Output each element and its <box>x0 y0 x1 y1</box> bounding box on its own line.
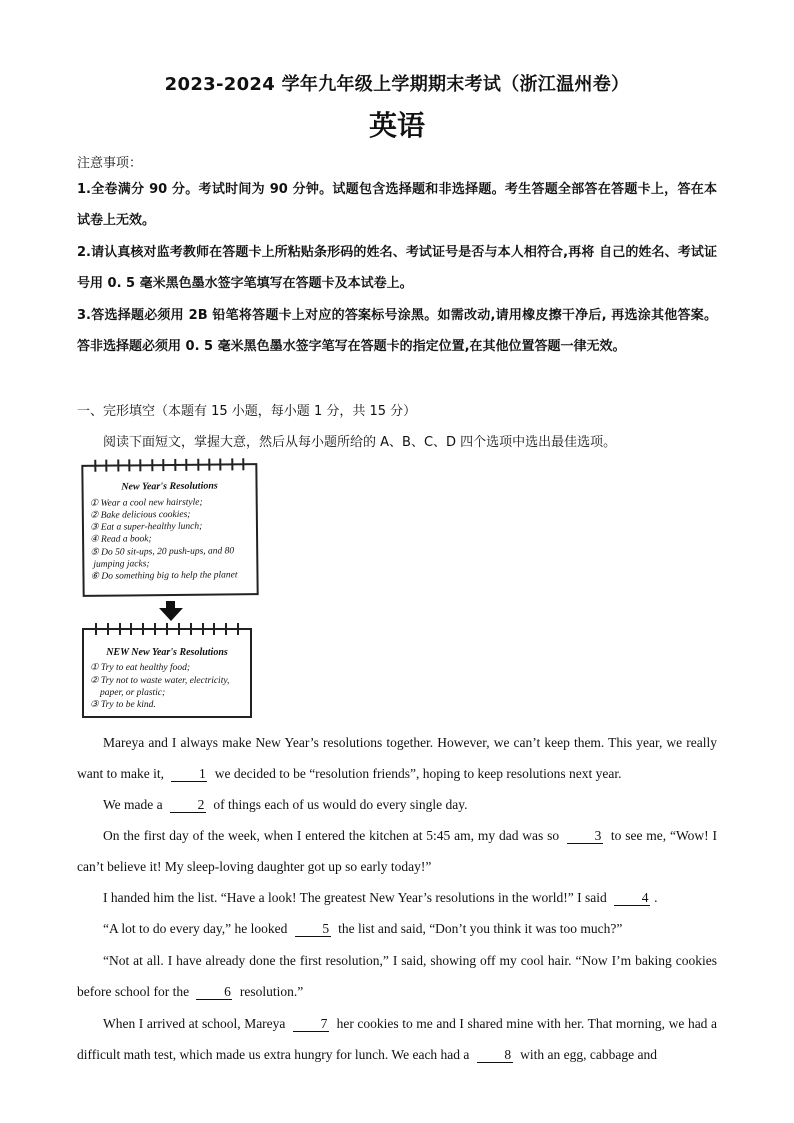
resolutions-card <box>81 463 258 597</box>
passage-paragraph <box>77 945 717 1007</box>
answer-blank: 7 <box>293 1016 329 1032</box>
passage-text: of things each of us would do every single day. <box>210 797 468 812</box>
card-item: ⑤ Do 50 sit-ups, 20 push-ups, and 80 <box>90 546 235 558</box>
note-item: 3.答选择题必须用 2B 铅笔将答题卡上对应的答案标号涂黑。如需改动,请用橡皮擦干净后, 再选涂其他答案。答非选择题必须用 0. 5 毫米黑色墨水签字笔写在答题卡的指定位置,在其他位置答题一律无效。 <box>77 308 717 354</box>
passage-paragraph <box>77 789 717 820</box>
passage-text: . <box>654 890 658 905</box>
card-item: ② Try not to waste water, electricity, <box>90 676 230 686</box>
card-item: ④ Read a book; <box>90 534 152 545</box>
answer-blank: 1 <box>171 766 207 782</box>
passage-paragraph <box>77 727 717 789</box>
note-item: 2.请认真核对监考教师在答题卡上所粘贴条形码的姓名、考试证号是否与本人相符合,再将 自己的姓名、考试证号用 0. 5 毫米黑色墨水签字笔填写在答题卡及本试卷上。 <box>77 245 717 291</box>
passage-text: “Not at all. I have already done the first resolution,” I said, showing off my cool hair. “Now I’m baking cookies before school for the <box>77 953 717 999</box>
passage-text: When I arrived at school, Mareya <box>103 1016 289 1031</box>
card-item: ③ Eat a super-healthy lunch; <box>89 521 203 533</box>
answer-blank: 2 <box>170 797 206 813</box>
answer-blank: 4 <box>614 890 650 906</box>
passage-text: Mareya and I always make New Year’s resolutions together. However, we can’t keep them. This year, we really want to make it, <box>77 735 717 781</box>
section-heading: 一、完形填空（本题有 15 小题，每小题 1 分，共 15 分） <box>77 404 417 419</box>
passage-paragraph <box>77 820 717 882</box>
card-item: ① Try to eat healthy food; <box>90 663 191 673</box>
passage-text: to see me, “Wow! I can’t believe it! My sleep-loving daughter got up so early today!” <box>77 828 717 874</box>
card-item: ② Bake delicious cookies; <box>89 509 191 521</box>
passage-text: with an egg, cabbage and <box>516 1047 657 1062</box>
notes-label: 注意事项： <box>77 156 143 171</box>
passage-text: I handed him the list. “Have a look! The greatest New Year’s resolutions in the world!” I said <box>103 890 611 905</box>
answer-blank: 8 <box>477 1047 513 1063</box>
note-item: 1.全卷满分 90 分。考试时间为 90 分钟。试题包含选择题和非选择题。考生答题全部答在答题卡上，答在本试卷上无效。 <box>77 182 717 228</box>
card-item: ① Wear a cool new hairstyle; <box>89 497 203 509</box>
card-item: paper, or plastic; <box>100 688 166 698</box>
notebook-rings <box>83 458 255 474</box>
new-resolutions-card <box>82 628 252 718</box>
passage-paragraph <box>77 913 717 944</box>
passage-text: “A lot to do every day,” he looked <box>103 921 291 936</box>
card-item: ⑥ Do something big to help the planet <box>90 570 238 582</box>
passage-paragraph <box>77 1008 717 1070</box>
answer-blank: 5 <box>295 921 331 937</box>
card-title: NEW New Year's Resolutions <box>106 647 228 658</box>
passage-text: her cookies to me and I shared mine with her. That morning, we had a difficult math test, which made us extra hungry for lunch. We each had a <box>77 1016 717 1062</box>
section-instruction: 阅读下面短文，掌握大意，然后从每小题所给的 A、B、C、D 四个选项中选出最佳选项。 <box>103 435 617 450</box>
card-item: ③ Try to be kind. <box>90 700 156 710</box>
card-item: jumping jacks; <box>93 559 150 570</box>
passage-text: resolution.” <box>236 984 304 999</box>
passage-text: We made a <box>103 797 167 812</box>
exam-title: 2023-2024 学年九年级上学期期末考试（浙江温州卷） <box>164 74 630 95</box>
answer-blank: 3 <box>567 828 603 844</box>
passage-text: On the first day of the week, when I entered the kitchen at 5:45 am, my dad was so <box>103 828 563 843</box>
answer-blank: 6 <box>196 984 232 1000</box>
notebook-rings <box>84 623 250 637</box>
down-arrow-head-icon <box>159 608 183 621</box>
card-title: New Year's Resolutions <box>121 480 218 493</box>
subject-title: 英语 <box>368 109 425 142</box>
passage-text: we decided to be “resolution friends”, hoping to keep resolutions next year. <box>211 766 622 781</box>
passage-paragraph <box>77 882 717 913</box>
passage-text: the list and said, “Don’t you think it was too much?” <box>334 921 623 936</box>
